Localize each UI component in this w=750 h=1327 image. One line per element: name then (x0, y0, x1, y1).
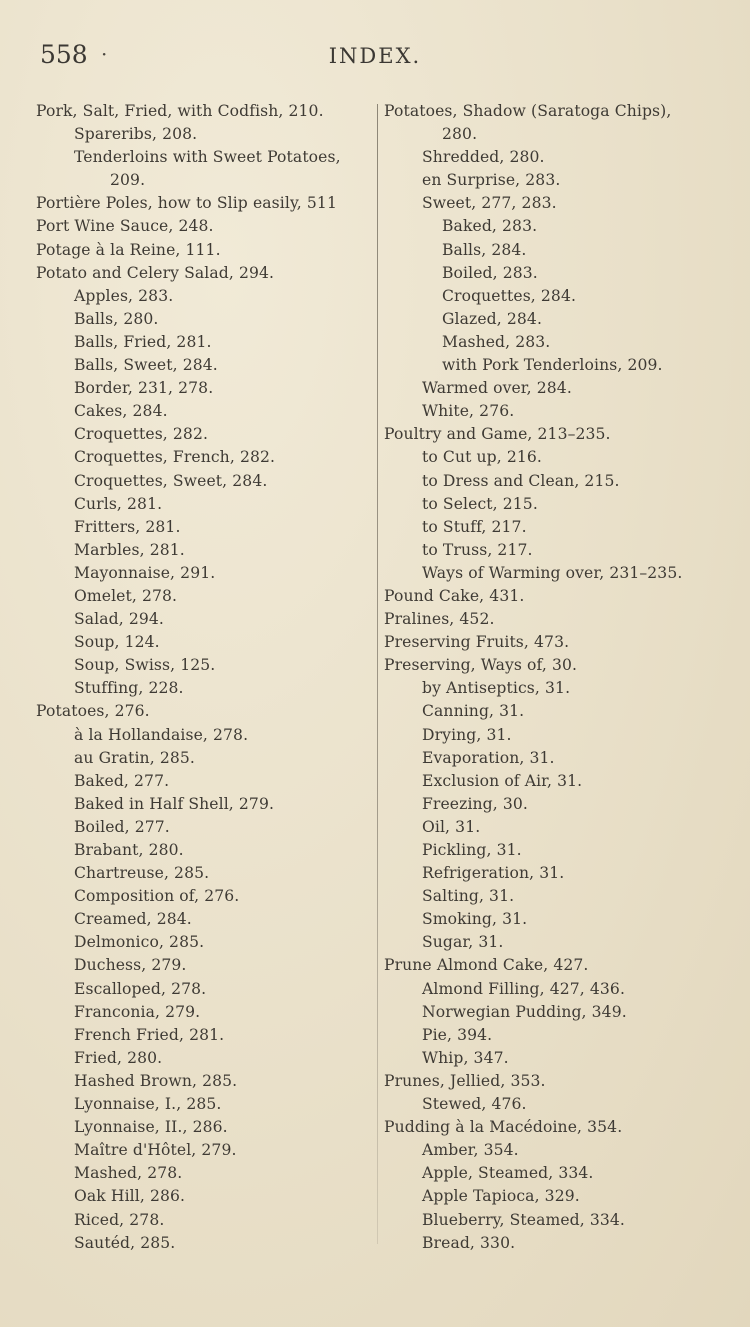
page-header (0, 38, 750, 78)
index-entry: Smoking, 31. (422, 910, 528, 929)
index-entry: by Antiseptics, 31. (422, 679, 571, 698)
index-entry: Balls, 284. (442, 240, 527, 259)
index-entry: Duchess, 279. (74, 956, 187, 975)
index-entry: Salad, 294. (74, 610, 164, 629)
index-entry: Blueberry, Steamed, 334. (422, 1210, 625, 1229)
index-entry: Tenderloins with Sweet Potatoes, (74, 148, 341, 167)
index-entry: Franconia, 279. (74, 1002, 201, 1021)
index-entry: Creamed, 284. (74, 910, 192, 929)
index-entry: Portière Poles, how to Slip easily, 511 (36, 194, 337, 213)
index-entry: Curls, 281. (74, 494, 163, 513)
index-entry: Freezing, 30. (422, 794, 528, 813)
index-entry: Salting, 31. (422, 887, 515, 906)
index-entry: Glazed, 284. (442, 309, 543, 328)
index-entry: 280. (442, 125, 478, 144)
index-entry: Omelet, 278. (74, 586, 178, 605)
header-separator: · (101, 42, 108, 66)
index-entry: Prunes, Jellied, 353. (384, 1071, 546, 1090)
index-entry: Ways of Warming over, 231–235. (422, 563, 683, 582)
index-entry: Potatoes, Shadow (Saratoga Chips), (384, 102, 672, 120)
index-entry: Soup, Swiss, 125. (74, 656, 216, 675)
index-entry: à la Hollandaise, 278. (74, 725, 249, 744)
running-title: INDEX. (328, 44, 422, 68)
index-entry: Drying, 31. (422, 725, 512, 744)
index-entry: Whip, 347. (422, 1048, 509, 1067)
index-entry: to Dress and Clean, 215. (422, 471, 620, 490)
index-entry: Preserving, Ways of, 30. (384, 656, 578, 675)
index-entry: to Cut up, 216. (422, 448, 542, 467)
index-entry: with Pork Tenderloins, 209. (442, 356, 663, 375)
index-entry: White, 276. (422, 402, 515, 421)
index-entry: Potage à la Reine, 111. (36, 240, 221, 259)
index-entry: Evaporation, 31. (422, 748, 555, 767)
index-entry: Apples, 283. (74, 286, 174, 305)
index-entry: Port Wine Sauce, 248. (36, 217, 214, 236)
index-entry: Boiled, 277. (74, 817, 170, 836)
index-entry: Cakes, 284. (74, 402, 168, 421)
index-entry: Sugar, 31. (422, 933, 504, 952)
index-entry: Stewed, 476. (422, 1095, 527, 1114)
index-entry: Almond Filling, 427, 436. (422, 979, 626, 998)
index-entry: Riced, 278. (74, 1210, 165, 1229)
index-entry: Baked in Half Shell, 279. (74, 794, 275, 813)
index-entry: Balls, Fried, 281. (74, 332, 212, 351)
index-entry: Apple, Steamed, 334. (422, 1164, 594, 1183)
index-entry: Oak Hill, 286. (74, 1187, 186, 1206)
index-entry: Lyonnaise, II., 286. (74, 1118, 228, 1137)
index-entry: Mashed, 278. (74, 1164, 183, 1183)
index-entry: Bread, 330. (422, 1233, 516, 1252)
index-entry: au Gratin, 285. (74, 748, 195, 767)
index-entry: Baked, 283. (442, 217, 538, 236)
index-entry: Prune Almond Cake, 427. (384, 956, 589, 975)
index-entry: Preserving Fruits, 473. (384, 633, 570, 652)
index-entry: Sweet, 277, 283. (422, 194, 557, 213)
index-entry: Fried, 280. (74, 1048, 163, 1067)
index-entry: Exclusion of Air, 31. (422, 771, 583, 790)
index-entry: 209. (110, 171, 146, 190)
index-entry: Pudding à la Macédoine, 354. (384, 1118, 623, 1137)
index-entry: Croquettes, Sweet, 284. (74, 471, 268, 490)
index-entry: Soup, 124. (74, 633, 160, 652)
index-entry: Pie, 394. (422, 1025, 493, 1044)
index-entry: Delmonico, 285. (74, 933, 205, 952)
index-column-left (36, 100, 372, 1255)
index-entry: Pork, Salt, Fried, with Codfish, 210. (36, 102, 324, 120)
index-entry: to Truss, 217. (422, 540, 533, 559)
index-entry: Poultry and Game, 213–235. (384, 425, 611, 444)
index-entry: Stuffing, 228. (74, 679, 184, 698)
index-entry: Refrigeration, 31. (422, 864, 565, 883)
index-entry: Boiled, 283. (442, 263, 538, 282)
index-entry: Croquettes, 282. (74, 425, 209, 444)
index-entry: Escalloped, 278. (74, 979, 207, 998)
index-entry: Fritters, 281. (74, 517, 181, 536)
index-entry: Composition of, 276. (74, 887, 240, 906)
index-entry: Oil, 31. (422, 817, 481, 836)
index-entry: Potato and Celery Salad, 294. (36, 263, 275, 282)
index-entry: Apple Tapioca, 329. (422, 1187, 580, 1206)
index-column-right (384, 100, 732, 1255)
index-entry: Baked, 277. (74, 771, 170, 790)
index-entry: Croquettes, 284. (442, 286, 577, 305)
index-entry: Lyonnaise, I., 285. (74, 1095, 222, 1114)
index-entry: Border, 231, 278. (74, 379, 214, 398)
page-number: 558 (40, 40, 88, 69)
index-entry: Chartreuse, 285. (74, 864, 210, 883)
index-entry: Spareribs, 208. (74, 125, 198, 144)
index-entry: Shredded, 280. (422, 148, 545, 167)
index-entry: Warmed over, 284. (422, 379, 572, 398)
index-entry: Balls, Sweet, 284. (74, 356, 218, 375)
index-entry: Hashed Brown, 285. (74, 1071, 238, 1090)
index-entry: Balls, 280. (74, 309, 159, 328)
index-entry: Canning, 31. (422, 702, 525, 721)
index-entry: en Surprise, 283. (422, 171, 561, 190)
index-entry: Pralines, 452. (384, 610, 495, 629)
index-entry: Sautéd, 285. (74, 1233, 176, 1252)
index-entry: Amber, 354. (422, 1141, 519, 1160)
index-entry: Mashed, 283. (442, 332, 551, 351)
index-entry: French Fried, 281. (74, 1025, 225, 1044)
index-entry: Pickling, 31. (422, 841, 522, 859)
index-entry: Brabant, 280. (74, 841, 184, 859)
index-entry: to Select, 215. (422, 494, 538, 513)
index-entry: Mayonnaise, 291. (74, 563, 216, 582)
index-entry: Potatoes, 276. (36, 702, 150, 721)
index-entry: Norwegian Pudding, 349. (422, 1002, 627, 1021)
index-entry: Croquettes, French, 282. (74, 448, 276, 467)
column-divider (377, 104, 378, 1244)
index-entry: Maître d'Hôtel, 279. (74, 1141, 237, 1160)
index-entry: Pound Cake, 431. (384, 586, 525, 605)
index-entry: to Stuff, 217. (422, 517, 527, 536)
index-entry: Marbles, 281. (74, 540, 185, 559)
